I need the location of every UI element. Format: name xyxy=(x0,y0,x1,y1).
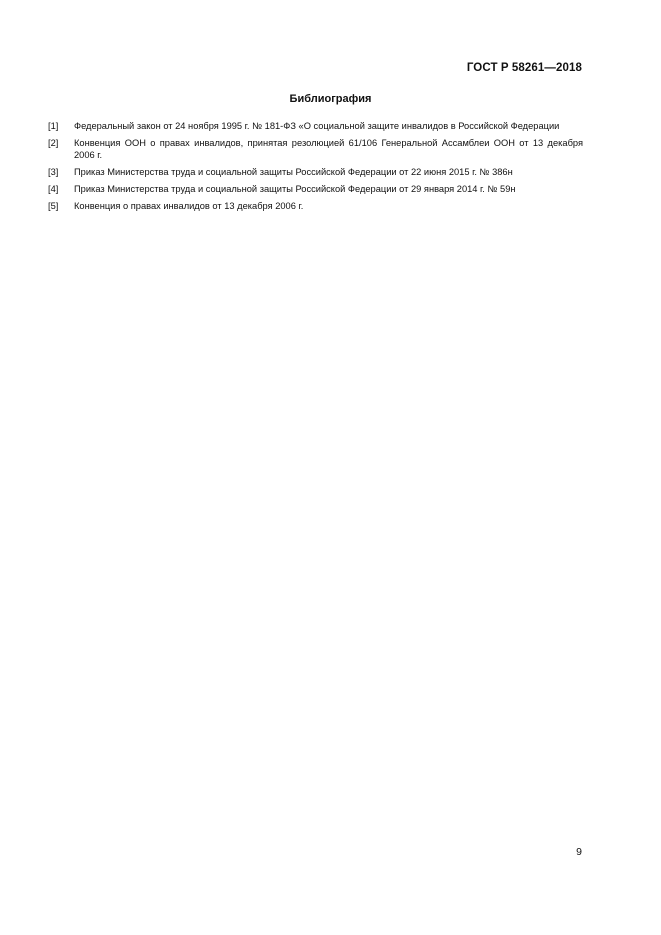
bibliography-title: Библиография xyxy=(289,93,372,105)
bibliography-item xyxy=(48,137,583,161)
bibliography-item-number: [4] xyxy=(48,184,59,194)
bibliography-item-number: [2] xyxy=(48,138,59,148)
bibliography-item-number: [3] xyxy=(48,167,59,177)
bibliography-item xyxy=(48,183,583,195)
bibliography-item xyxy=(48,120,583,132)
bibliography-item-text: Приказ Министерства труда и социальной защиты Российской Федерации от 22 июня 2015 г. № 386н xyxy=(74,167,513,177)
bibliography-item-text: Конвенция ООН о правах инвалидов, принятая резолюцией 61/106 Генеральной Ассамблеи ООН от 13 декабря 2006 г. xyxy=(74,138,583,160)
page-number: 9 xyxy=(576,846,582,858)
bibliography-item xyxy=(48,200,583,212)
bibliography-item-text: Приказ Министерства труда и социальной защиты Российской Федерации от 29 января 2014 г. № 59н xyxy=(74,184,516,194)
bibliography-item-number: [5] xyxy=(48,201,59,211)
document-code: ГОСТ Р 58261—2018 xyxy=(466,62,582,74)
bibliography-item xyxy=(48,166,583,178)
bibliography-item-text: Федеральный закон от 24 ноября 1995 г. № 181-ФЗ «О социальной защите инвалидов в Российской Федерации xyxy=(74,121,560,131)
bibliography-list xyxy=(48,120,583,217)
bibliography-item-text: Конвенция о правах инвалидов от 13 декабря 2006 г. xyxy=(74,201,304,211)
bibliography-item-number: [1] xyxy=(48,121,59,131)
